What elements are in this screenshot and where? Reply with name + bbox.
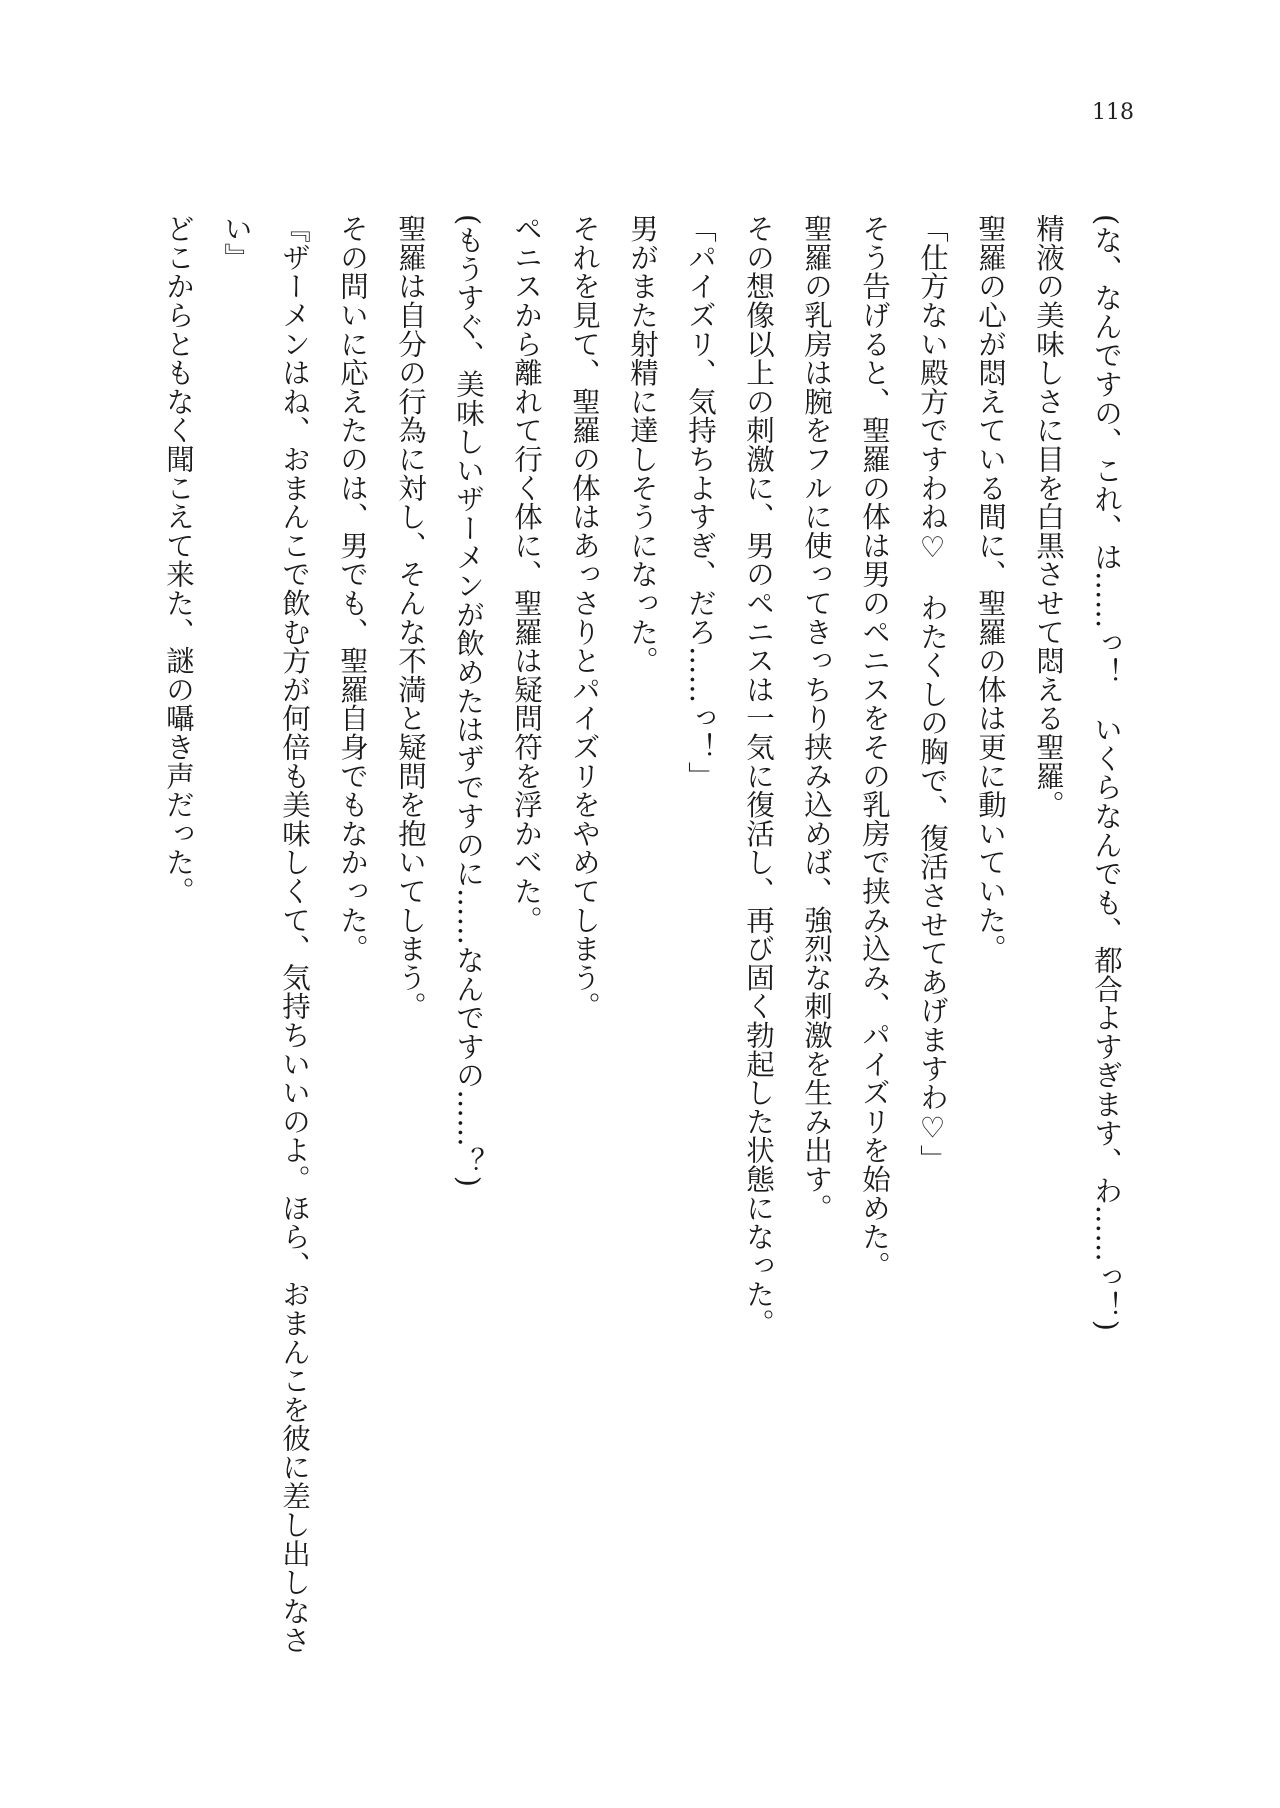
text-line: 男がまた射精に達しそうになった。 bbox=[626, 214, 659, 675]
text-line: い』 bbox=[220, 214, 253, 272]
text-line: 『ザーメンはね、おまんこで飲む方が何倍も美味しくて、気持ちいいのよ。ほら、おまんこを彼に差し出しなさ bbox=[278, 214, 311, 1654]
text-line: そう告げると、聖羅の体は男のペニスをその乳房で挟み込み、パイズリを始めた。 bbox=[858, 214, 891, 1280]
text-line: (な、なんですの、これ、は……っ！ いくらなんでも、都合よすぎます、わ……っ！) bbox=[1090, 214, 1123, 1332]
vertical-text-body bbox=[149, 214, 1135, 1654]
text-line: 「仕方ない殿方ですわね♡ わたくしの胸で、復活させてあげますわ♡」 bbox=[916, 214, 949, 1174]
text-line: その問いに応えたのは、男でも、聖羅自身でもなかった。 bbox=[336, 214, 369, 963]
text-line: (もうすぐ、美味しいザーメンが飲めたはずですのに……なんですの……？) bbox=[452, 214, 485, 1188]
text-line: 聖羅の心が悶えている間に、聖羅の体は更に動いていた。 bbox=[974, 214, 1007, 963]
page-number: 118 bbox=[1092, 100, 1134, 125]
text-line: 「パイズリ、気持ちよすぎ、だろ……っ！」 bbox=[684, 214, 717, 790]
text-line: その想像以上の刺激に、男のペニスは一気に復活し、再び固く勃起した状態になった。 bbox=[742, 214, 775, 1338]
text-line: どこからともなく聞こえて来た、謎の囁き声だった。 bbox=[162, 214, 195, 906]
text-line: 精液の美味しさに目を白黒させて悶える聖羅。 bbox=[1032, 214, 1065, 819]
text-line: それを見て、聖羅の体はあっさりとパイズリをやめてしまう。 bbox=[568, 214, 601, 1021]
text-line: 聖羅の乳房は腕をフルに使ってきっちり挟み込めば、強烈な刺激を生み出す。 bbox=[800, 214, 833, 1222]
text-line: ペニスから離れて行く体に、聖羅は疑問符を浮かべた。 bbox=[510, 214, 543, 934]
text-line: 聖羅は自分の行為に対し、そんな不満と疑問を抱いてしまう。 bbox=[394, 214, 427, 1021]
